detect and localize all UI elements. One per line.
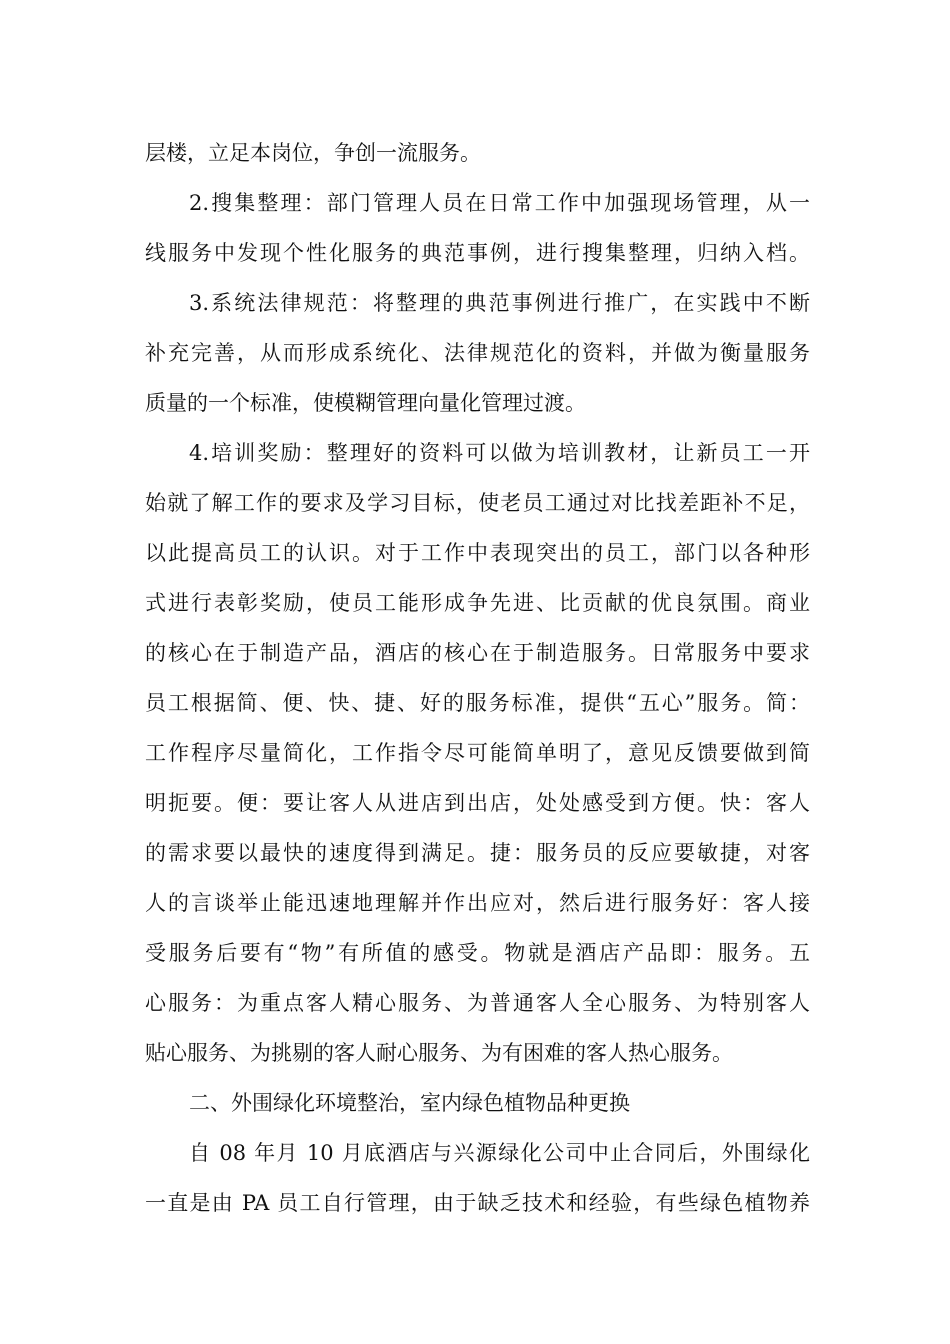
text-line: 4.培训奖励：整理好的资料可以做为培训教材，让新员工一开	[189, 441, 810, 465]
text-line: 工作程序尽量简化，工作指令尽可能简单明了，意见反馈要做到简	[145, 741, 810, 765]
text-line: 明扼要。便：要让客人从进店到出店，处处感受到方便。快：客人	[145, 791, 810, 815]
text-line: 的需求要以最快的速度得到满足。捷：服务员的反应要敏捷，对客	[145, 841, 810, 865]
text-line: 员工根据简、便、快、捷、好的服务标准，提供“五心”服务。简：	[145, 691, 810, 715]
text-line: 以此提高员工的认识。对于工作中表现突出的员工，部门以各种形	[145, 541, 810, 565]
section-heading: 二、外围绿化环境整治，室内绿色植物品种更换	[189, 1091, 630, 1115]
text-line: 线服务中发现个性化服务的典范事例，进行搜集整理，归纳入档。	[145, 241, 810, 265]
text-line: 一直是由 PA 员工自行管理，由于缺乏技术和经验，有些绿色植物养	[145, 1191, 810, 1215]
text-line: 质量的一个标准，使模糊管理向量化管理过渡。	[145, 391, 586, 415]
text-line: 贴心服务、为挑剔的客人耐心服务、为有困难的客人热心服务。	[145, 1041, 733, 1065]
text-line: 补充完善，从而形成系统化、法律规范化的资料，并做为衡量服务	[145, 341, 810, 365]
text-line: 3.系统法律规范：将整理的典范事例进行推广，在实践中不断	[189, 291, 810, 315]
text-line: 式进行表彰奖励，使员工能形成争先进、比贡献的优良氛围。商业	[145, 591, 810, 615]
text-line: 受服务后要有“物”有所值的感受。物就是酒店产品即：服务。五	[145, 941, 810, 965]
text-line: 自 08 年月 10 月底酒店与兴源绿化公司中止合同后，外围绿化	[189, 1141, 810, 1165]
text-line: 人的言谈举止能迅速地理解并作出应对，然后进行服务好：客人接	[145, 891, 810, 915]
document-body	[145, 128, 810, 1228]
text-line: 始就了解工作的要求及学习目标，使老员工通过对比找差距补不足，	[145, 491, 810, 515]
text-line: 心服务：为重点客人精心服务、为普通客人全心服务、为特别客人	[145, 991, 810, 1015]
text-line: 层楼，立足本岗位，争创一流服务。	[145, 141, 481, 165]
text-line: 的核心在于制造产品，酒店的核心在于制造服务。日常服务中要求	[145, 641, 810, 665]
text-line: 2.搜集整理：部门管理人员在日常工作中加强现场管理，从一	[189, 191, 810, 215]
